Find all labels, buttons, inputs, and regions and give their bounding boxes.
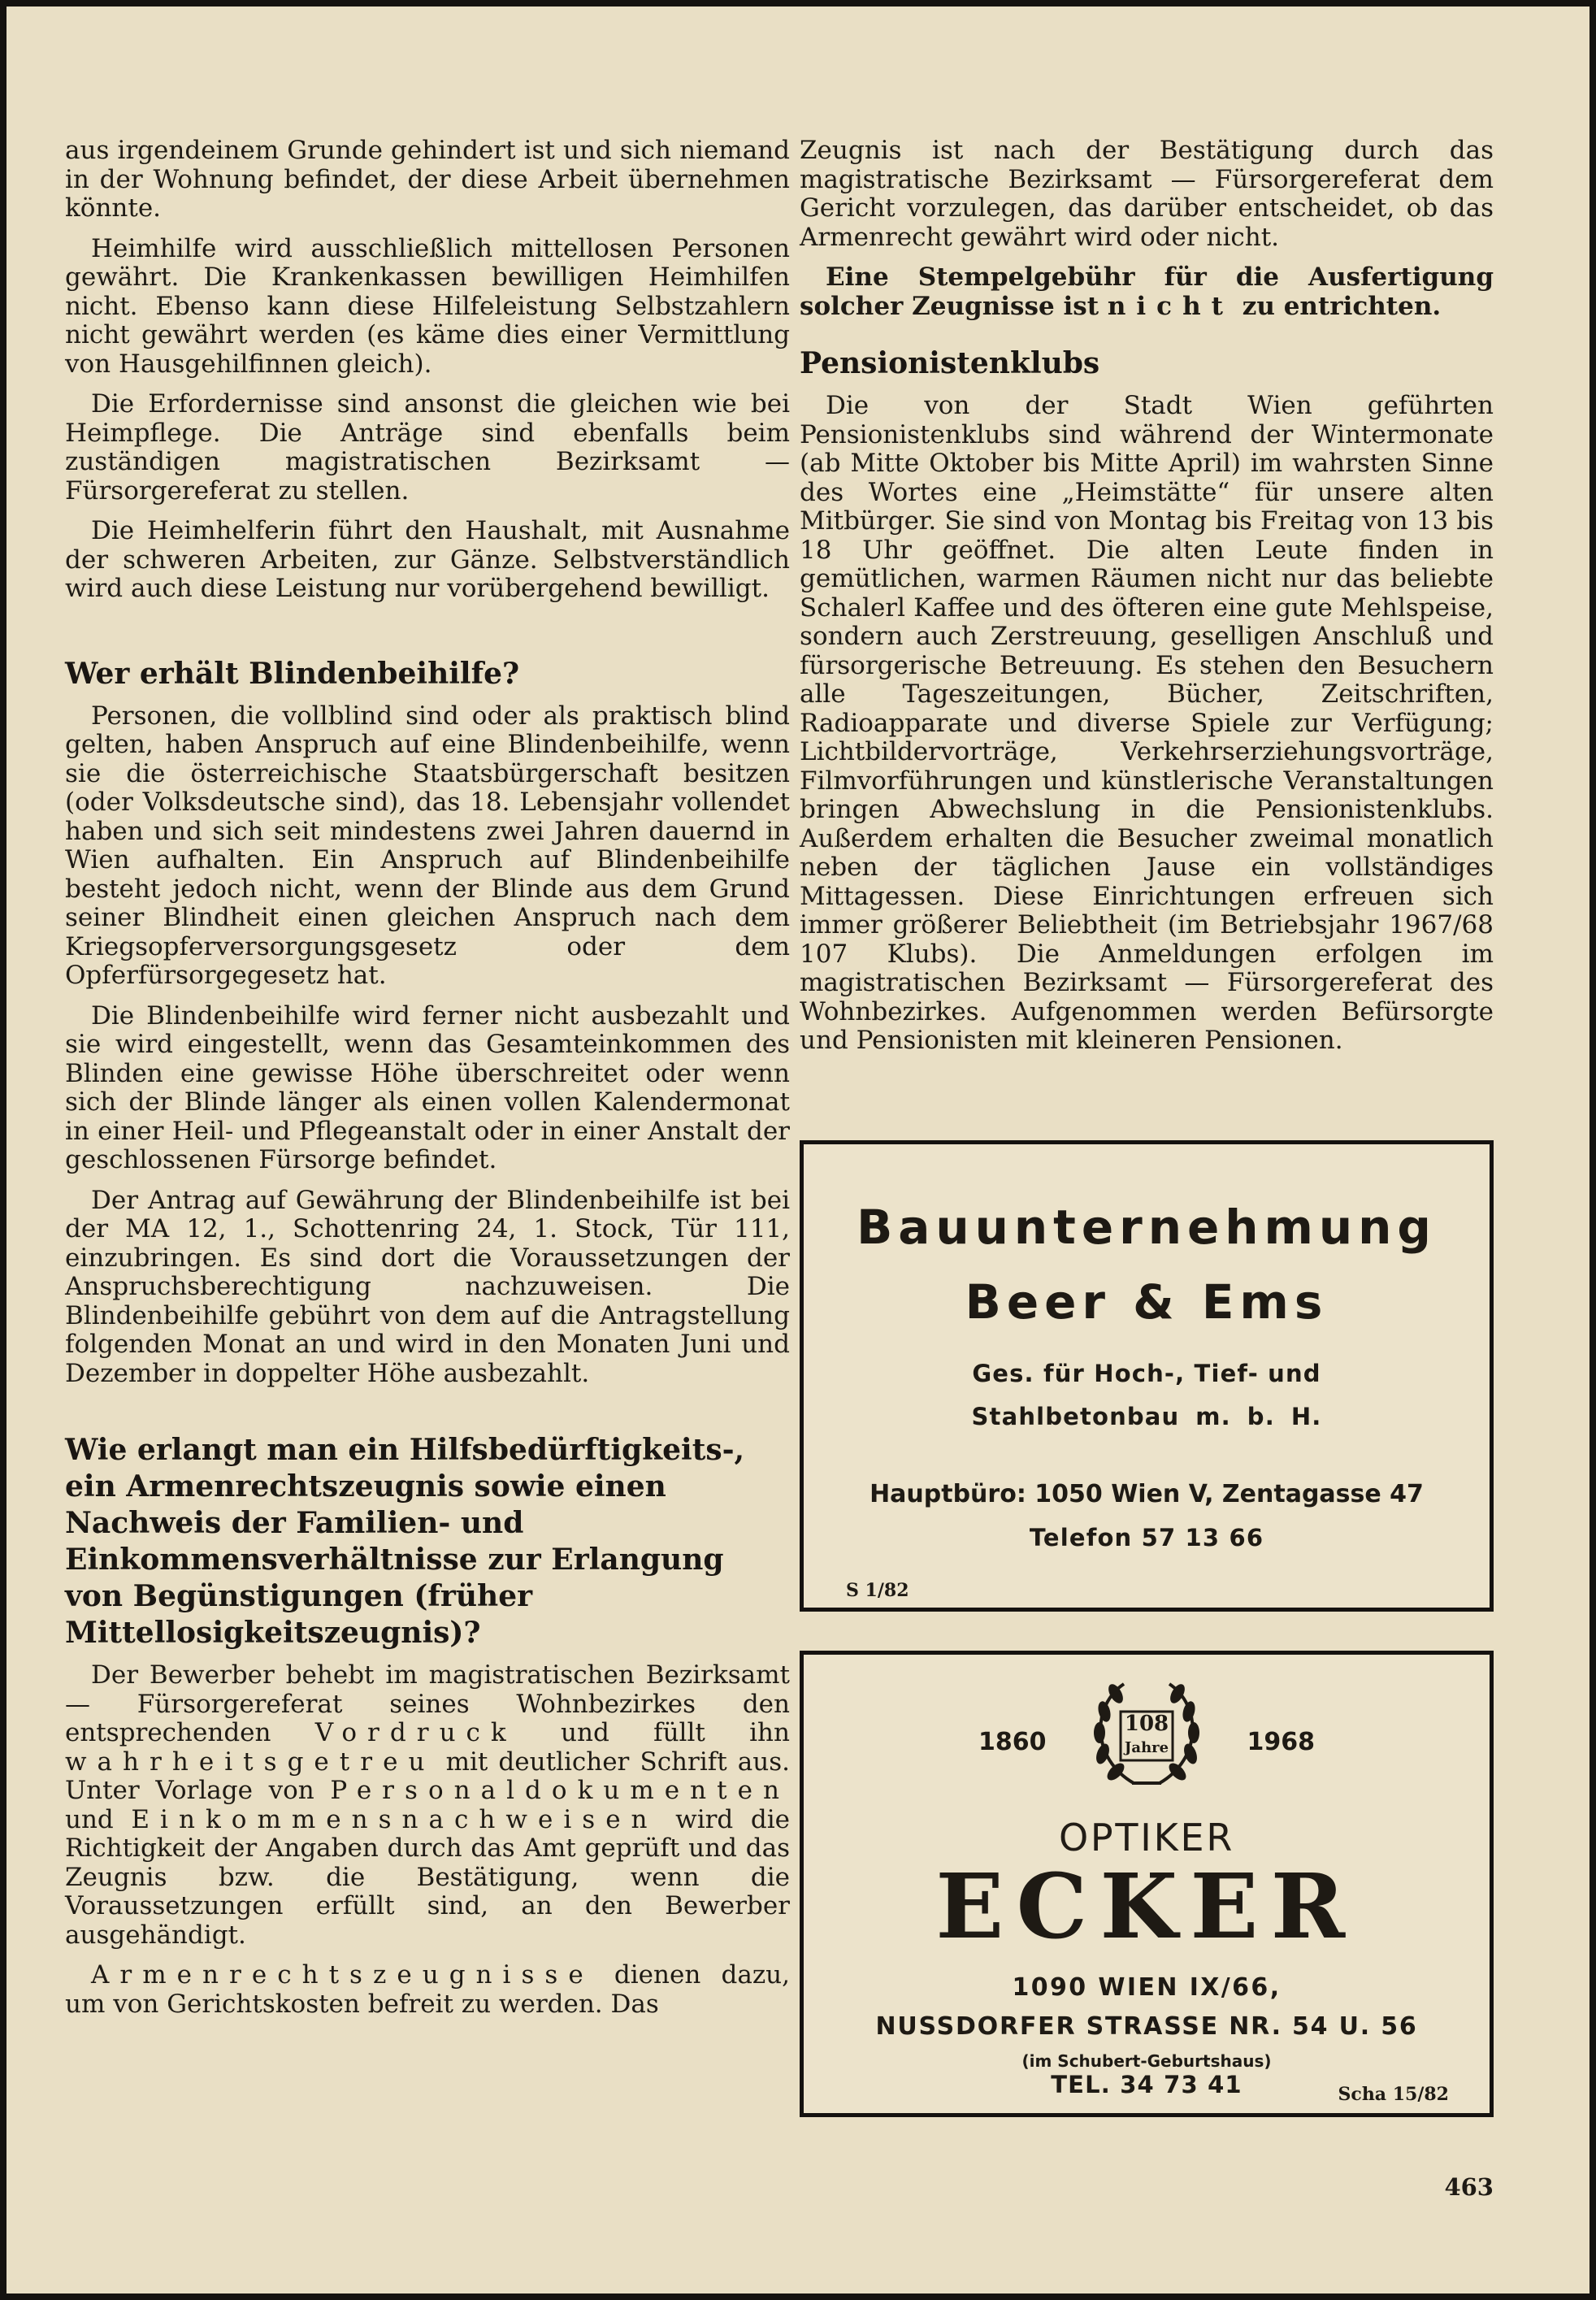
year-end: 1968 [1247,1728,1315,1756]
year-start: 1860 [978,1728,1047,1756]
ad-subtitle-2: Stahlbetonbau m. b. H. [971,1403,1322,1430]
ad-optiker-label: OPTIKER [1058,1816,1235,1860]
paragraph: Die Blindenbeihilfe wird ferner nicht ausbezahlt und sie wird eingestellt, wenn das Gesamteinkommen des Blinden eine gewisse Höhe überschreitet oder wenn sich der Blinde länger als einen vollen Kalendermonat in einer Heil- und Pflegeanstalt oder in einer Anstalt der geschlossenen Fürsorge befindet. [65,1000,790,1174]
anniversary-word: Jahre [1124,1739,1169,1756]
ad-address-line1: 1090 WIEN IX/66, [1012,1973,1282,2002]
ad-code: Scha 15/82 [1338,2084,1449,2105]
spaced-term: wahrheitsgetreu [65,1747,436,1777]
anniversary-wreath [1075,1669,1218,1799]
ad-bauunternehmung [800,1140,1494,1612]
paragraph: Zeugnis ist nach der Bestätigung durch das magistratische Bezirksamt — Fürsorgereferat dem Gericht vorzulegen, das darüber entscheidet, ob das Armenrecht gewährt wird oder nicht. [800,136,1494,252]
page-number: 463 [1444,2173,1494,2201]
ad-address-note: (im Schubert-Geburtshaus) [1021,2051,1272,2071]
paragraph: Die Heimhelferin führt den Haushalt, mit Ausnahme der schweren Arbeiten, zur Gänze. Selbstverständlich wird auch diese Leistung nur vorübergehend bewilligt. [65,516,790,603]
spaced-term: nicht [1107,291,1234,321]
right-column [800,137,1494,1056]
paragraph: Der Antrag auf Gewährung der Blindenbeihilfe ist bei der MA 12, 1., Schottenring 24, 1. Stock, Tür 111, einzubringen. Es sind dort die Voraussetzungen der Anspruchsberechtigung nachzuweisen. Die Blindenbeihilfe gebührt von dem auf die Antragstellung folgenden Monat an und wird in den Monaten Juni und Dezember in doppelter Höhe ausbezahlt. [65,1185,790,1388]
paragraph: Heimhilfe wird ausschließlich mittellosen Personen gewährt. Die Krankenkassen bewilligen Heimhilfen nicht. Ebenso kann diese Hilfeleistung Selbstzahlern nicht gewährt werden (es käme dies einer Vermittlung von Hausgehilfinnen gleich). [65,233,790,379]
ad-subtitle-1: Ges. für Hoch-, Tief- und [972,1360,1321,1387]
paragraph [65,1661,790,1950]
spaced-term: Vordruck [314,1718,517,1747]
ad-phone: Telefon 57 13 66 [1029,1524,1264,1551]
text-run: wird die Richtigkeit der Angaben durch das Amt geprüft und das Zeugnis bzw. die Bestätigung, wenn die Voraussetzungen erfüllt sind, an den Bewerber ausgehändigt. [65,1804,790,1950]
ad-company-line2: Beer & Ems [965,1274,1329,1330]
ad-optiker-ecker [800,1651,1494,2117]
paragraph [65,1961,790,2019]
paragraph: Die von der Stadt Wien geführten Pensionistenklubs sind während der Wintermonate (ab Mitte Oktober bis Mitte April) im wahrsten Sinne des Wortes eine „Heimstätte“ für unsere alten Mitbürger. Sie sind von Montag bis Freitag von 13 bis 18 Uhr geöffnet. Die alten Leute finden in gemütlichen, warmen Räumen nicht nur das beliebte Schalerl Kaffee und des öfteren eine gute Mehlspeise, sondern auch Zerstreuung, geselligen Anschluß und fürsorgerische Betreuung. Es stehen den Besuchern alle Tageszeitungen, Bücher, Zeitschriften, Radioapparate und diverse Spiele zur Verfügung; Lichtbildervorträge, Verkehrserziehungsvorträge, Filmvorführungen und künstlerische Veranstaltungen bringen Abwechslung in die Pensionistenklubs. Außerdem erhalten die Besucher zweimal monatlich neben der täglichen Jause ein vollständiges Mittagessen. Diese Einrichtungen erfreuen sich immer größerer Beliebtheit (im Betriebsjahr 1967/68 107 Klubs). Die Anmeldungen erfolgen im magistratischen Bezirksamt — Fürsorgereferat des Wohnbezirkes. Aufgenommen werden Befürsorgte und Pensionisten mit kleineren Pensionen. [800,391,1494,1055]
text-run: zu entrichten. [1233,291,1442,321]
spaced-term: Personaldokumenten [330,1776,790,1805]
section-heading-pensionistenklubs: Pensionistenklubs [800,346,1100,380]
text-run: dienen dazu, um von Gerichtskosten befreit zu werden. Das [65,1960,790,2019]
ad-office-address: Hauptbüro: 1050 Wien V, Zentagasse 47 [870,1480,1424,1508]
text-run: Der Bewerber behebt im magistratischen Bezirksamt — Fürsorgereferat seines Wohnbezirkes den entsprechenden [65,1660,790,1747]
text-run: mit deutlicher Schrift aus. Unter Vorlage von [65,1747,790,1805]
section-heading-zeugnis: Wie erlangt man ein Hilfsbedürftigkeits-, ein Armenrechtszeugnis sowie einen Nachweis der Familien- und Einkommensverhältnisse zur Erlangung von Begünstigungen (früher Mittellosigkeitszeugnis)? [65,1433,745,1650]
paragraph: aus irgendeinem Grunde gehindert ist und sich niemand in der Wohnung befindet, der diese Arbeit übernehmen könnte. [65,136,790,223]
text-run: und [65,1804,132,1834]
ad-company-line1: Bauunternehmung [857,1200,1437,1255]
spaced-term: Einkommensnachweisen [131,1804,658,1834]
ad-optiker-name: ECKER [935,1854,1358,1959]
paragraph: Personen, die vollblind sind oder als praktisch blind gelten, haben Anspruch auf eine Blindenbeihilfe, wenn sie die österreichische Staatsbürgerschaft besitzen (oder Volksdeutsche sind), das 18. Lebensjahr vollendet haben und sich seit mindestens zwei Jahren dauernd in Wien aufhalten. Ein Anspruch auf Blindenbeihilfe besteht jedoch nicht, wenn der Blinde aus dem Grund seiner Blindheit einen gleichen Anspruch nach dem Kriegsopferversorgungsgesetz oder dem Opferfürsorgegesetz hat. [65,701,790,990]
ad-address-line2: NUSSDORFER STRASSE NR. 54 U. 56 [875,2012,1418,2041]
paragraph: Die Erfordernisse sind ansonst die gleichen wie bei Heimpflege. Die Anträge sind ebenfalls beim zuständigen magistratischen Bezirksamt — Fürsorgereferat zu stellen. [65,389,790,506]
section-heading-blindenbeihilfe: Wer erhält Blindenbeihilfe? [65,656,520,691]
text-run: Eine Stempelgebühr für die Ausfertigung solcher Zeugnisse ist [800,263,1494,321]
ad-phone: TEL. 34 73 41 [1051,2071,1243,2098]
left-column [65,137,790,2019]
ad-code: S 1/82 [846,1580,909,1601]
anniversary-number: 108 [1124,1712,1169,1736]
paragraph [800,263,1494,321]
text-run: und füllt ihn [516,1718,790,1747]
spaced-term: Armenrechtszeugnisse [91,1960,594,1990]
